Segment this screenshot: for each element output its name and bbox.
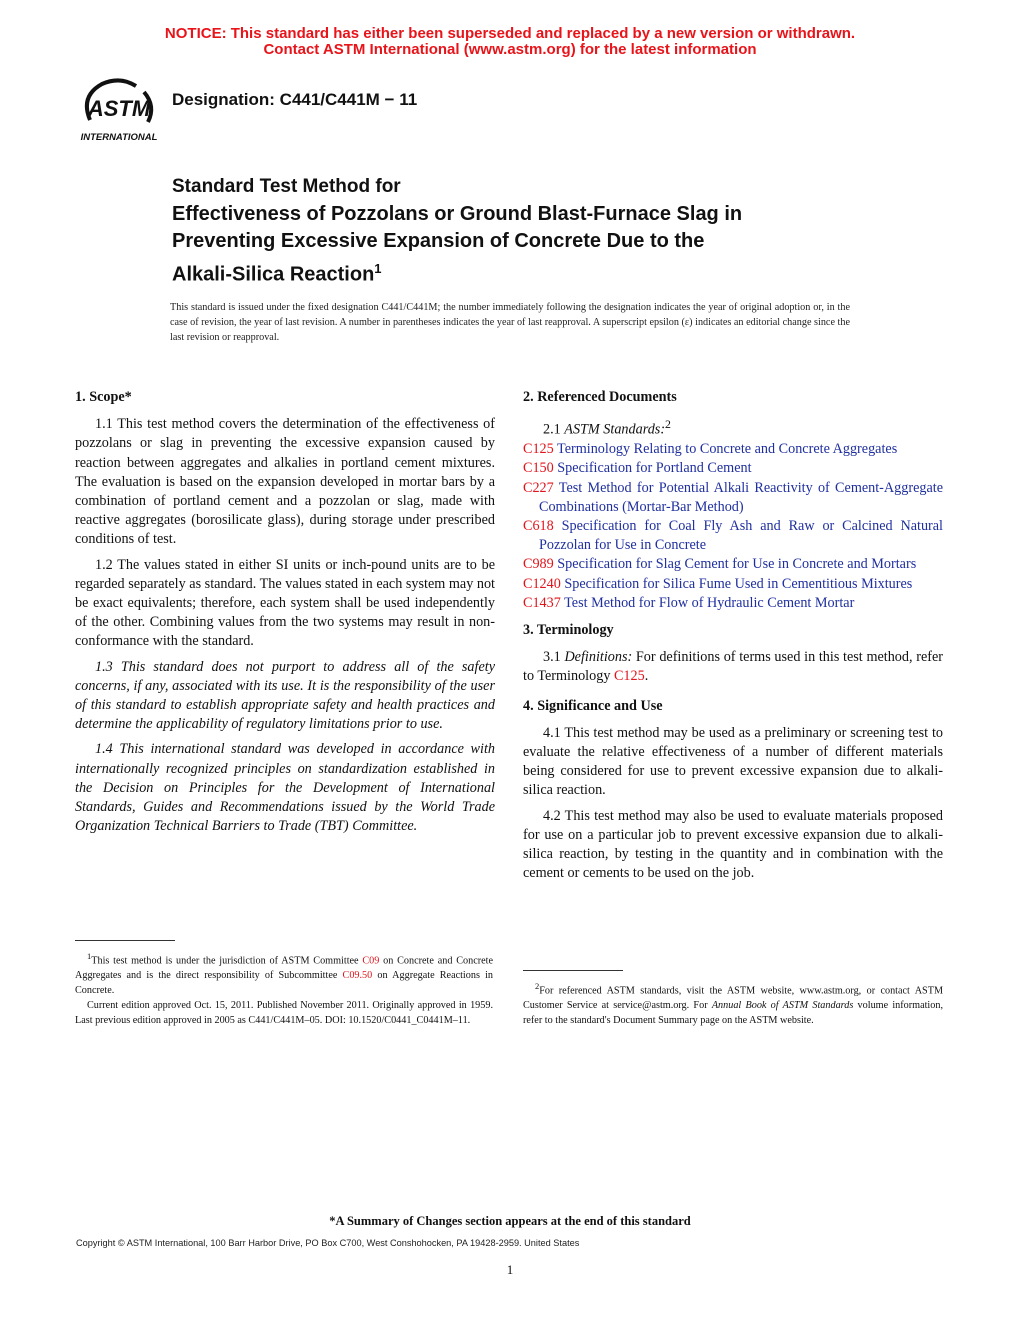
reference-item[interactable] — [523, 479, 943, 517]
paragraph-1-2: 1.2 The values stated in either SI units or inch-pound units are to be regarded separately as standard. The values stated in each system may not be exact equivalents; therefore, each system shall be used independently of the other. Combining values from the two systems may result in non-conformance with the standard. — [75, 556, 495, 650]
referenced-documents-heading: 2. Referenced Documents — [523, 389, 677, 405]
paragraph-3-1-text: For definitions of terms used in this test method, refer to Terminology — [523, 649, 944, 685]
title-main-line-3 — [172, 255, 872, 289]
paragraph-1-4: 1.4 This international standard was developed in accordance with internationally recognized principles on standardization established in the Decision on Principles for the Development of International Standards, Guides and Recommendations issued by the World Trade Organization Technical Barriers to Trade (TBT) Committee. — [75, 741, 495, 835]
logo-caption: INTERNATIONAL — [80, 132, 158, 143]
footnote-2-text-a: For referenced ASTM standards, visit the ASTM website, www.astm.org, or contact ASTM Customer Service at service@astm.org. For — [523, 985, 943, 1012]
link-c125[interactable]: C125 — [613, 668, 645, 685]
reference-title[interactable]: Test Method for Potential Alkali Reactivity of Cement-Aggregate Combinations (Mortar-Bar Method) — [539, 479, 943, 515]
notice-line-1: NOTICE: This standard has either been superseded and replaced by a new version or withdrawn. — [164, 25, 856, 42]
reference-title[interactable]: Specification for Portland Cement — [553, 460, 752, 477]
reference-code[interactable]: C150 — [523, 460, 554, 477]
footnote-1-text-a: This test method is under the jurisdiction of ASTM Committee — [91, 955, 363, 967]
right-column — [523, 388, 943, 889]
title-main — [172, 201, 872, 289]
withdrawn-notice — [0, 26, 1020, 58]
footnote-1-edition: Current edition approved Oct. 15, 2011. Published November 2011. Originally approved in 1959. Last previous edition approved in 2005 as C441/C441M–05. DOI: 10.1520/C0441_C0441M–11. — [75, 1000, 493, 1027]
definitions-label: Definitions: — [564, 649, 633, 666]
reference-code[interactable]: C1437 — [523, 594, 561, 611]
designation: Designation: C441/C441M − 11 — [172, 90, 418, 109]
page-number: 1 — [506, 1262, 514, 1277]
reference-item[interactable] — [523, 440, 943, 459]
paragraph-3-1-end: . — [644, 668, 649, 685]
reference-item[interactable] — [523, 459, 943, 478]
reference-item[interactable] — [523, 517, 943, 555]
reference-list — [523, 440, 943, 613]
paragraph-2-1-number: 2.1 — [543, 421, 565, 438]
title-main-line-2: Preventing Excessive Expansion of Concrete Due to the — [172, 230, 705, 252]
reference-title[interactable]: Specification for Silica Fume Used in Cementitious Mixtures — [560, 575, 913, 592]
paragraph-1-3: 1.3 This standard does not purport to address all of the safety concerns, if any, associated with its use. It is the responsibility of the user of this standard to establish appropriate safety and health practices and determine the applicability of regulatory limitations prior to use. — [75, 658, 495, 733]
reference-item[interactable] — [523, 555, 943, 574]
footnote-2-book-title: Annual Book of ASTM Standards — [711, 1000, 854, 1012]
footnote-rule — [75, 940, 175, 941]
footnote-1-text-c: on Aggregate Reactions in Concrete. — [75, 970, 493, 997]
paragraph-3-1-number: 3.1 — [543, 649, 565, 666]
paragraph-4-1: 4.1 This test method may be used as a preliminary or screening test to evaluate the relative effectiveness of a number of different materials being considered for use to prevent excessive expansion due to alkali-silica reaction. — [523, 724, 943, 799]
footnote-2 — [523, 970, 943, 1028]
paragraph-2-1 — [523, 415, 943, 440]
reference-code[interactable]: C989 — [523, 556, 554, 573]
title-main-line-1: Effectiveness of Pozzolans or Ground Blast-Furnace Slag in — [172, 203, 743, 225]
reference-title[interactable]: Specification for Coal Fly Ash and Raw or Calcined Natural Pozzolan for Use in Concrete — [539, 517, 943, 554]
copyright-line: Copyright © ASTM International, 100 Barr Harbor Drive, PO Box C700, West Conshohocken, PA 19428-2959. United States — [76, 1238, 580, 1248]
footnote-2-ref: 2 — [665, 417, 671, 432]
reference-item[interactable] — [523, 594, 943, 613]
paragraph-3-1 — [523, 648, 943, 686]
title-line-1: Standard Test Method for — [172, 176, 401, 197]
footnote-2-text-b: volume information, refer to the standard's Document Summary page on the ASTM website. — [523, 1000, 943, 1027]
terminology-heading: 3. Terminology — [523, 621, 614, 638]
reference-code[interactable]: C227 — [523, 479, 554, 496]
footnote-1-text — [75, 949, 493, 998]
reference-code[interactable]: C618 — [523, 517, 554, 534]
reference-code[interactable]: C125 — [523, 441, 554, 458]
astm-logo — [76, 76, 162, 146]
astm-logo-icon — [76, 76, 162, 146]
paragraph-1-1: 1.1 This test method covers the determination of the effectiveness of pozzolans or slag in preventing the excessive expansion caused by reaction between aggregates and alkalies in portland cement mixtures. The evaluation is based on the expansion developed in mortar bars by a combination of portland cement and a pozzolan or slag, made with reactive aggregates (borosilicate glass), during storage under prescribed conditions of test. — [75, 416, 495, 548]
reference-item[interactable] — [523, 575, 943, 594]
title-main-line-3-text: Alkali-Silica Reaction — [172, 263, 375, 286]
footnote-2-text — [523, 979, 943, 1028]
logo-letters: ASTM — [87, 96, 151, 121]
link-c09-50[interactable]: C09.50 — [342, 970, 373, 982]
document-title — [172, 175, 872, 289]
footnote-rule — [523, 970, 623, 971]
summary-of-changes-note: *A Summary of Changes section appears at the end of this standard — [329, 1214, 691, 1228]
notice-line-2: Contact ASTM International (www.astm.org) for the latest information — [263, 41, 757, 58]
reference-title[interactable]: Specification for Slag Cement for Use in Concrete and Mortars — [553, 556, 917, 573]
footnote-1-mark: 1 — [87, 951, 92, 961]
reference-title[interactable]: Test Method for Flow of Hydraulic Cement Mortar — [560, 594, 855, 611]
title-footnote-mark: 1 — [374, 261, 382, 276]
scope-heading: 1. Scope* — [75, 389, 132, 405]
reference-title[interactable]: Terminology Relating to Concrete and Concrete Aggregates — [553, 441, 898, 458]
issue-note: This standard is issued under the fixed designation C441/C441M; the number immediately following the designation indicates the year of original adoption or, in the case of revision, the year of last revision. A number in parentheses indicates the year of last reapproval. A superscript epsilon (ε) indicates an editorial change since the last revision or reapproval. — [170, 302, 850, 343]
footnote-1-text-b: on Concrete and Concrete Aggregates and is the direct responsibility of Subcommittee — [75, 955, 493, 982]
significance-heading: 4. Significance and Use — [523, 697, 663, 714]
left-column — [75, 388, 495, 842]
footnote-1 — [75, 940, 493, 1028]
link-c09[interactable]: C09 — [362, 955, 380, 967]
reference-code[interactable]: C1240 — [523, 575, 561, 592]
paragraph-4-2: 4.2 This test method may also be used to evaluate materials proposed for use on a particular job to prevent excessive expansion due to alkali-silica reaction, by testing in the quantity and in combination with the cement or cements to be used on the job. — [523, 807, 943, 882]
astm-standards-label: ASTM Standards: — [564, 421, 666, 438]
footnote-2-mark: 2 — [535, 981, 540, 991]
